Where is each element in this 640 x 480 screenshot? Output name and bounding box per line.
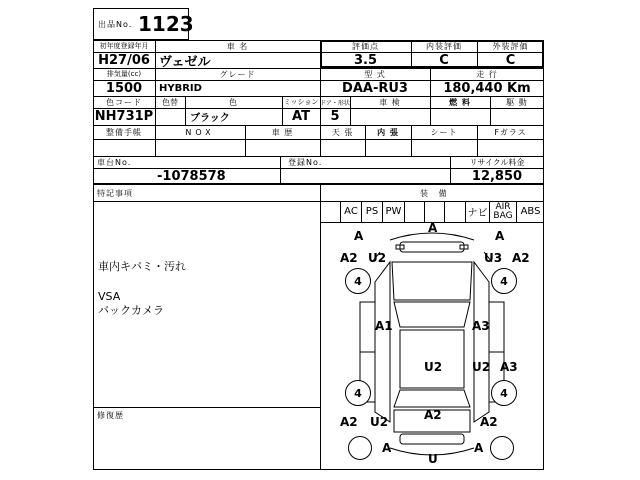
notes-title: 特記事項 [97, 189, 133, 198]
option-abs: ABS [516, 201, 544, 222]
registration-label: 登録No. [288, 157, 323, 167]
glass-label: Fガラス [494, 127, 527, 137]
car-name-value: ヴェゼル [159, 54, 211, 70]
nox-label: NOX [185, 127, 215, 137]
damage-label: A [495, 229, 505, 243]
damage-label: A [474, 441, 484, 455]
chassis-label: 車台No. [97, 157, 132, 167]
exterior-value: C [505, 52, 516, 68]
inspection-label: 車 検 [379, 97, 401, 107]
color-label: 色 [229, 97, 238, 107]
repair-title: 修復歴 [97, 411, 124, 420]
damage-label: A [382, 441, 392, 455]
damage-label: A3 [500, 360, 518, 374]
damage-label: A1 [375, 319, 393, 333]
grade-value: HYBRID [159, 82, 202, 94]
color-value: ブラック [190, 113, 230, 124]
model-label: 型 式 [364, 69, 386, 79]
option-navi: ナビ [465, 201, 489, 222]
score-value: 3.5 [353, 52, 378, 68]
damage-label: U2 [424, 360, 443, 374]
lot-number: 1123 [138, 12, 194, 36]
interior-value: C [439, 52, 449, 68]
lot-label: 出品No. [98, 20, 133, 29]
option-airbag: AIR BAG [489, 201, 516, 222]
note-line-1: 車内キバミ・汚れ [98, 260, 186, 273]
option-ac: AC [340, 201, 361, 222]
model-value: DAA-RU3 [342, 80, 408, 96]
ceiling-label: 天 張 [331, 127, 354, 137]
damage-label: U [428, 452, 438, 466]
rear-left-circle-icon [348, 436, 372, 460]
color-change-label: 色替 [162, 97, 178, 107]
option-pw: PW [382, 201, 404, 222]
interior-trim-label: 内 張 [377, 127, 399, 137]
displacement-value: 1500 [105, 80, 143, 96]
damage-label: A2 [424, 408, 442, 422]
tire-circle: 4 [491, 380, 517, 406]
recycle-label: リサイクル料金 [469, 157, 525, 167]
history-label: 車 歴 [271, 127, 294, 137]
equipment-title: 装 備 [420, 189, 451, 198]
tire-circle: 4 [345, 380, 371, 406]
mileage-label: 走 行 [476, 69, 498, 79]
grade-label: グレード [219, 69, 256, 79]
drive-label: 駆 動 [506, 97, 528, 107]
seat-label: シート [430, 127, 458, 137]
doors-label: ドア・形状 [320, 99, 350, 107]
damage-label: U3 [484, 251, 503, 265]
option-ps: PS [361, 201, 382, 222]
damage-label: U2 [472, 360, 491, 374]
tire-circle: 4 [491, 268, 517, 294]
damage-label: A [428, 221, 438, 235]
color-code-value: NH731P [94, 109, 154, 124]
mission-label: ミッション [283, 98, 319, 106]
car-name-label: 車 名 [226, 41, 249, 51]
doors-value: 5 [330, 109, 340, 124]
exterior-label: 外装評価 [492, 41, 529, 51]
rear-right-circle-icon [490, 436, 514, 460]
tire-circle: 4 [345, 268, 371, 294]
option-blank-2 [424, 201, 444, 222]
damage-label: A [354, 229, 364, 243]
mileage-value: 180,440 Km [443, 80, 531, 96]
mission-value: AT [292, 109, 310, 124]
damage-label: A2 [480, 415, 498, 429]
manual-label: 整備手帳 [106, 127, 142, 137]
score-label: 評価点 [352, 41, 379, 51]
year-value: H27/06 [98, 52, 150, 68]
chassis-value: -1078578 [157, 168, 226, 184]
note-line-2: VSA [98, 290, 121, 303]
damage-label: A2 [340, 251, 358, 265]
damage-label: U2 [368, 251, 387, 265]
note-line-3: バックカメラ [98, 304, 164, 317]
displacement-label: 排気量(cc) [106, 70, 142, 78]
damage-label: U2 [370, 415, 389, 429]
damage-label: A3 [472, 319, 490, 333]
fuel-label: 燃 料 [449, 97, 471, 107]
option-blank-3 [444, 201, 465, 222]
interior-label: 内装評価 [426, 41, 462, 51]
year-label: 初年度登録年月 [99, 42, 149, 50]
damage-label: A2 [512, 251, 530, 265]
option-blank-1 [404, 201, 424, 222]
damage-label: A2 [340, 415, 358, 429]
color-code-label: 色コード [106, 97, 142, 107]
recycle-value: 12,850 [471, 168, 523, 184]
